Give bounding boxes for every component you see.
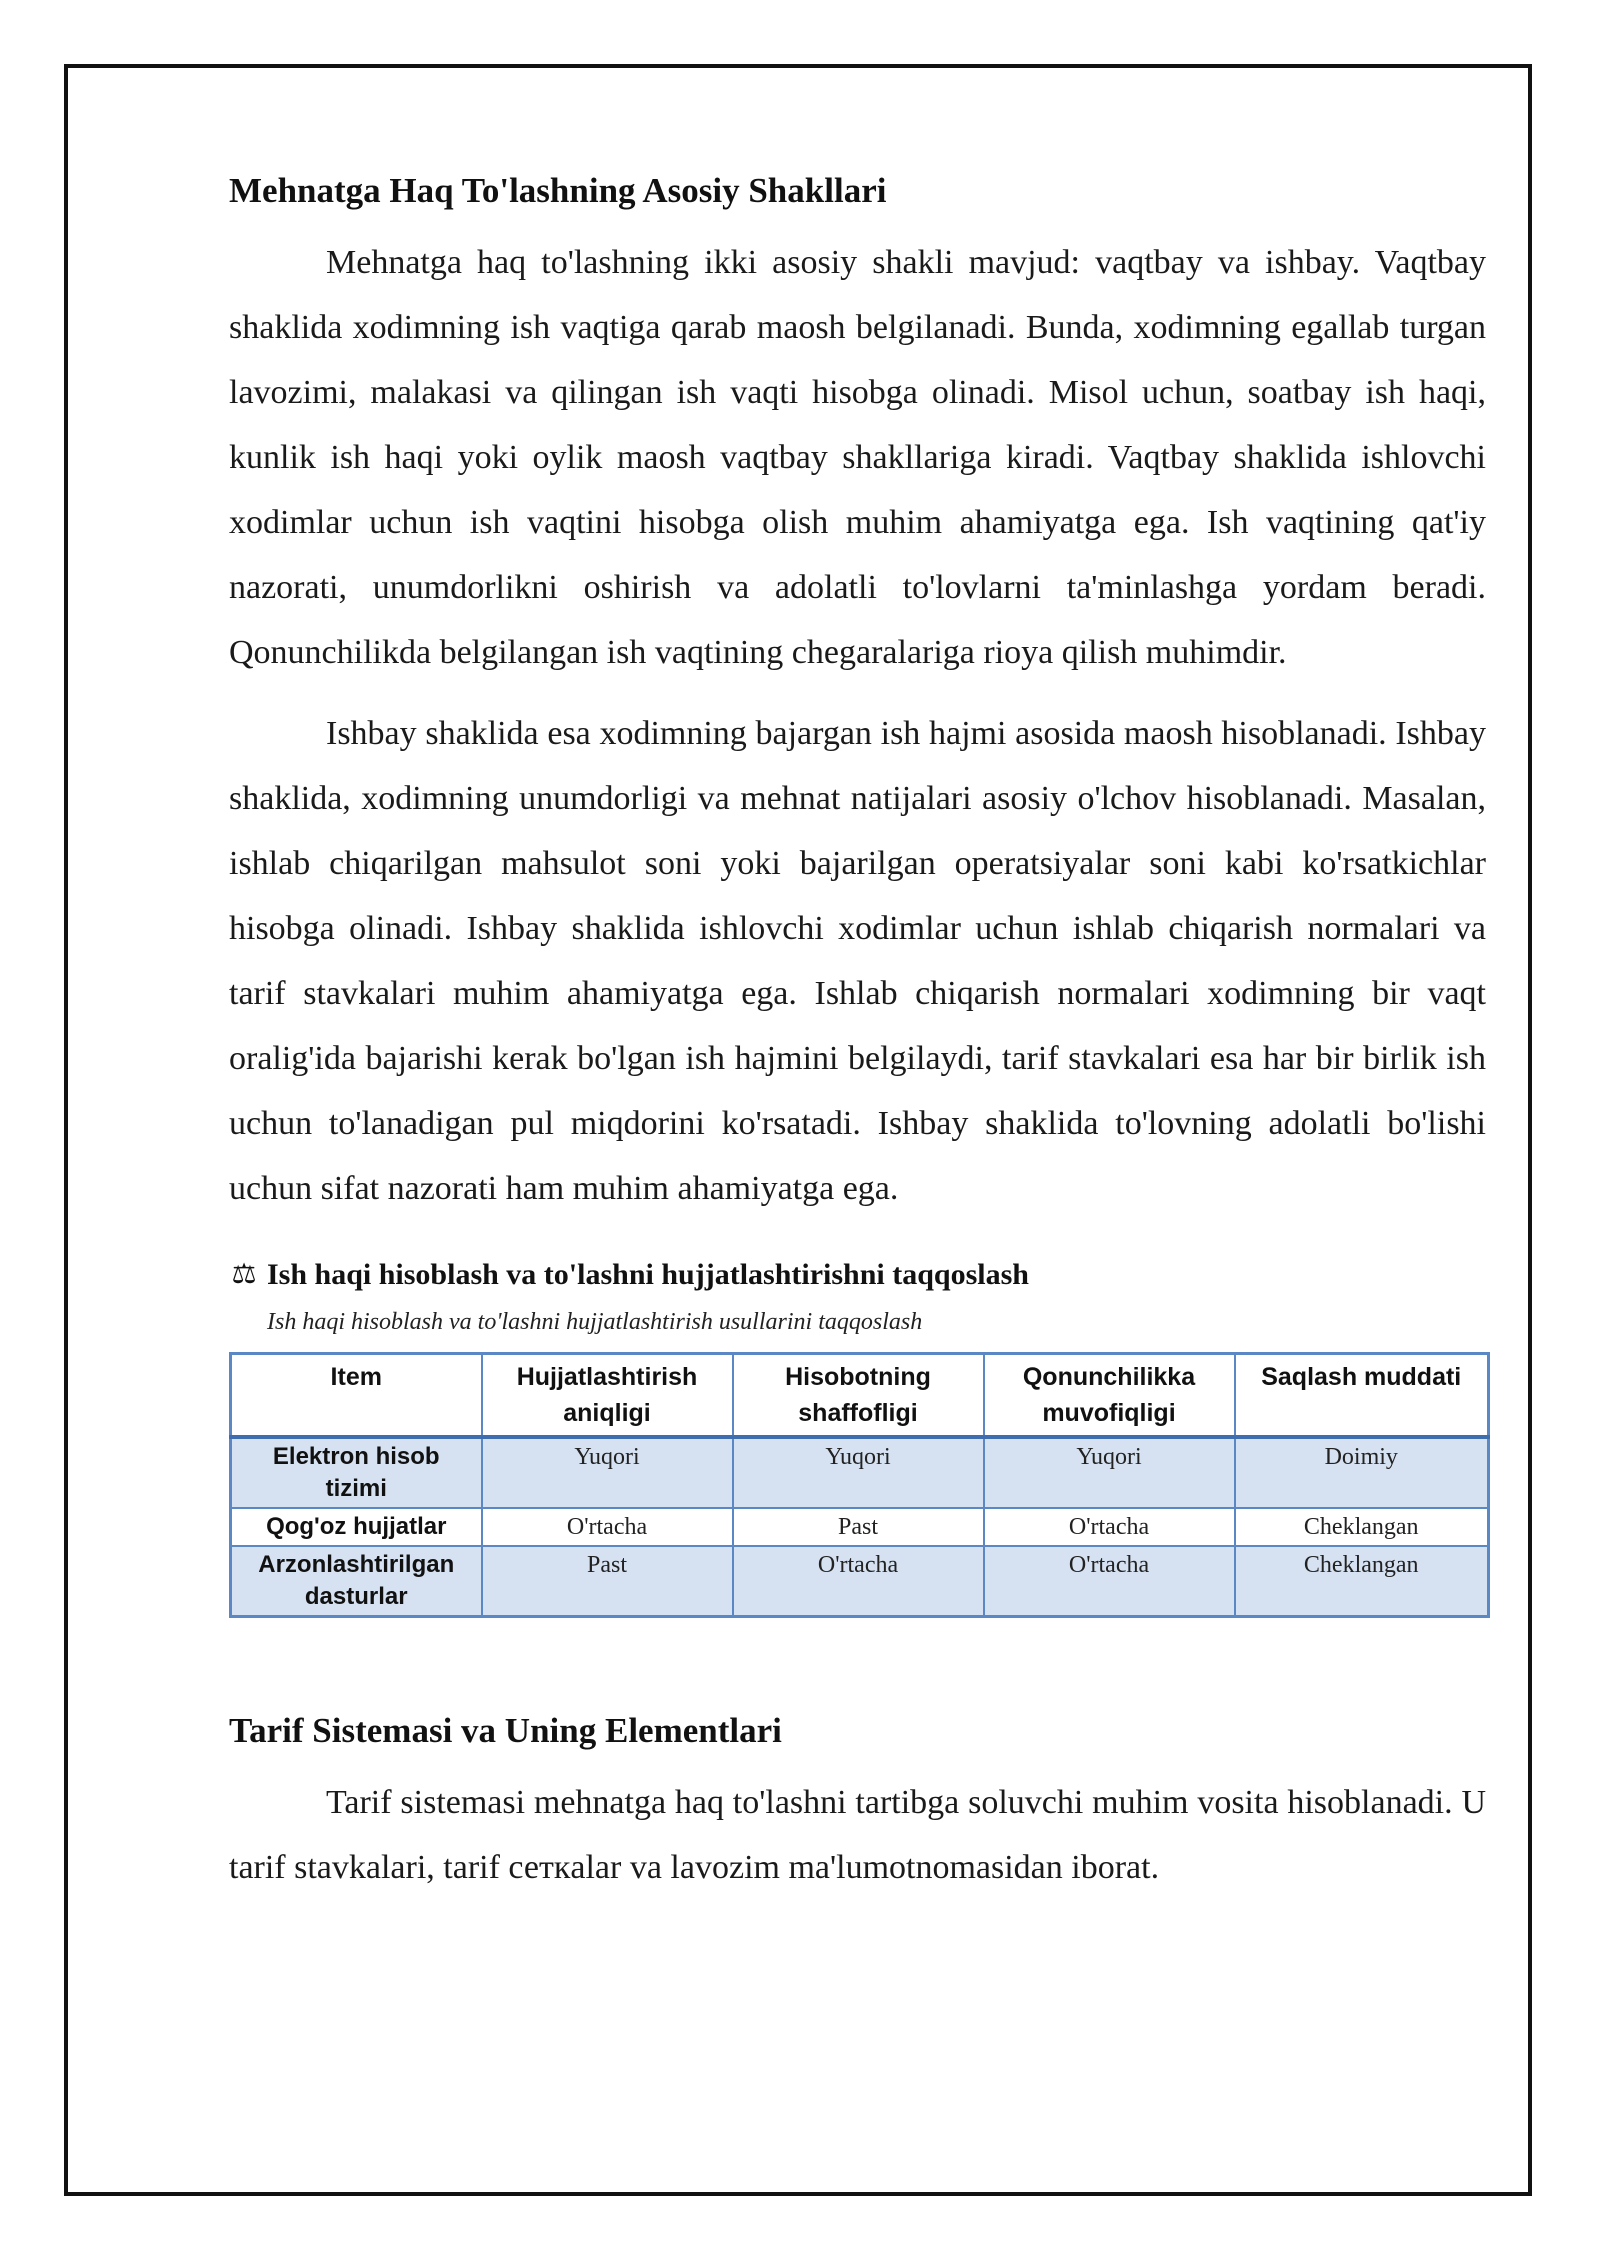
table-title-text: Ish haqi hisoblash va to'lashni hujjatlashtirishni taqqoslash	[267, 1258, 1029, 1291]
comparison-table	[229, 1352, 1490, 1618]
header-cell: Hisobotning shaffofligi	[733, 1354, 984, 1438]
table-title	[229, 1257, 1486, 1293]
table-cell: Cheklangan	[1235, 1508, 1489, 1546]
header-cell: Item	[231, 1354, 482, 1438]
table-cell: O'rtacha	[984, 1546, 1235, 1617]
paragraph-piece-rate: Ishbay shaklida esa xodimning bajargan ish hajmi asosida maosh hisoblanadi. Ishbay shaklida, xodimning unumdorligi va mehnat natijalari asosiy o'lchov hisoblanadi. Masalan, ishlab chiqarilgan mahsulot soni yoki bajarilgan operatsiyalar soni kabi ko'rsatkichlar hisobga olinadi. Ishbay shaklida ishlovchi xodimlar uchun ishlab chiqarish normalari va tarif stavkalari muhim ahamiyatga ega. Ishlab chiqarish normalari xodimning bir vaqt oralig'ida bajarishi kerak bo'lgan ish hajmini belgilaydi, tarif stavkalari esa har bir birlik ish uchun to'lanadigan pul miqdorini ko'rsatadi. Ishbay shaklida to'lovning adolatli bo'lishi uchun sifat nazorati ham muhim ahamiyatga ega.	[229, 715, 1486, 1207]
section-heading-tariff-system: Tarif Sistemasi va Uning Elementlari	[229, 1711, 782, 1750]
comparison-table-block	[229, 1257, 1486, 1618]
header-cell: Hujjatlashtirish aniqligi	[482, 1354, 733, 1438]
table-header-row	[231, 1354, 1489, 1438]
paragraph-tariff-system: Tarif sistemasi mehnatga haq to'lashni tartibga soluvchi muhim vosita hisoblanadi. U tarif stavkalari, tarif сеткalar va lavozim ma'lumotnomasidan iborat.	[229, 1784, 1486, 1886]
row-label-cell: Qog'oz hujjatlar	[231, 1508, 482, 1546]
table-cell: Yuqori	[733, 1437, 984, 1508]
table-row	[231, 1508, 1489, 1546]
table-cell: Yuqori	[482, 1437, 733, 1508]
table-row	[231, 1546, 1489, 1617]
table-cell: Past	[482, 1546, 733, 1617]
table-caption: Ish haqi hisoblash va to'lashni hujjatlashtirish usullarini taqqoslash	[267, 1309, 923, 1335]
table-cell: Doimiy	[1235, 1437, 1489, 1508]
section-heading-payment-forms: Mehnatga Haq To'lashning Asosiy Shakllari	[229, 171, 887, 210]
table-row	[231, 1437, 1489, 1508]
header-cell: Saqlash muddati	[1235, 1354, 1489, 1438]
table-cell: Cheklangan	[1235, 1546, 1489, 1617]
paragraph-time-based: Mehnatga haq to'lashning ikki asosiy shakli mavjud: vaqtbay va ishbay. Vaqtbay shaklida xodimning ish vaqtiga qarab maosh belgilanadi. Bunda, xodimning egallab turgan lavozimi, malakasi va qilingan ish vaqti hisobga olinadi. Misol uchun, soatbay ish haqi, kunlik ish haqi yoki oylik maosh vaqtbay shakllariga kiradi. Vaqtbay shaklida ishlovchi xodimlar uchun ish vaqtini hisobga olish muhim ahamiyatga ega. Ish vaqtining qat'iy nazorati, unumdorlikni oshirish va adolatli to'lovlarni ta'minlashga yordam beradi. Qonunchilikda belgilangan ish vaqtining chegaralariga rioya qilish muhimdir.	[229, 244, 1486, 671]
table-cell: O'rtacha	[482, 1508, 733, 1546]
table-cell: O'rtacha	[733, 1546, 984, 1617]
document-body	[229, 170, 1486, 1916]
row-label-cell: Elektron hisob tizimi	[231, 1437, 482, 1508]
row-label-cell: Arzonlashtirilgan dasturlar	[231, 1546, 482, 1617]
scale-icon: ⚖	[231, 1259, 257, 1291]
table-cell: Yuqori	[984, 1437, 1235, 1508]
section-tariff-system	[229, 1710, 1486, 1900]
table-cell: O'rtacha	[984, 1508, 1235, 1546]
table-cell: Past	[733, 1508, 984, 1546]
header-cell: Qonunchilikka muvofiqligi	[984, 1354, 1235, 1438]
